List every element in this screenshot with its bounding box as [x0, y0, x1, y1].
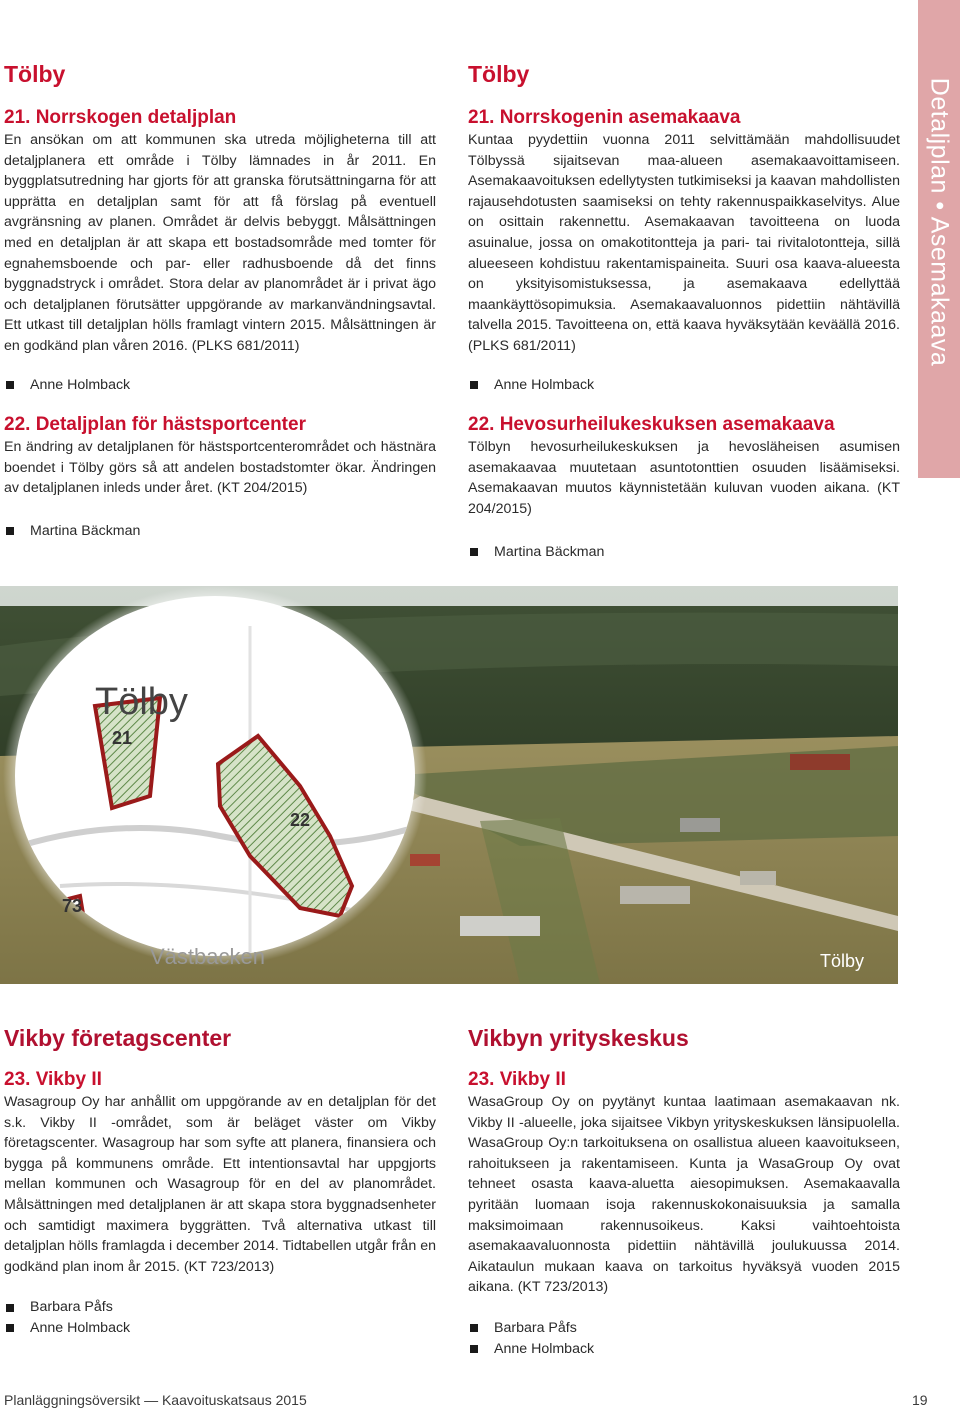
- left-column-lower: [4, 1024, 436, 1339]
- left-column: [4, 60, 436, 542]
- right-column-lower: [468, 1024, 900, 1359]
- bullet-icon: [6, 527, 14, 535]
- bullet-icon: [470, 548, 478, 556]
- bullet-icon: [6, 381, 14, 389]
- bullet-icon: [470, 381, 478, 389]
- contact-name: Martina Bäckman: [30, 522, 141, 539]
- right-column: [468, 60, 900, 562]
- item-23-text: Wasagroup Oy har anhållit om uppgörande av en detaljplan för det s.k. Vikby II -området, som är beläget väster om Vikby företagscenter. Wasagroup har som syfte att planera, finansiera och bygga på kommunens område. Ett intentionsavtal har uppgjorts mellan kommunen och Wasagroup för en del av planområdet. Målsättningen med detaljplanen är att skapa stora byggnadsenheter och samtidigt maximera byggrätten. Två alternativa utkast till detaljplan hölls framlagda i december 2014. Tidtabellen utgår från en godkänd plan inom år 2015. (KT 723/2013): [4, 1094, 436, 1275]
- side-tab-label: Detaljplan • Asemakaava: [925, 77, 954, 367]
- map-label-73: 73: [62, 896, 83, 916]
- map-label-22: 22: [290, 810, 311, 830]
- item-21-text: En ansökan om att kommunen ska utreda möjligheterna till att detaljplanera ett område i Tölby lämnades in år 2011. En byggplatsutredning har gjorts för att granska förutsättningarna för att upprätta en detaljplan samt för att få förslag på eventuell avgränsning av planen. Området är delvis bebyggt. Målsättningen med en detaljplan är att skapa ett bostadsområde med tomter för egnahemsboende och par- eller radhusboende då det finns byggnadstryck i området. Stora delar av planområdet är i privat ägo och detaljplanen förutsätter uppgörande av markanvändningsavtal. Ett utkast till detaljplan hölls framlagt vintern 2015. Målsättningen är en godkänd plan våren 2016. (PLKS 681/2011): [4, 132, 436, 354]
- contact-person: [468, 1339, 900, 1360]
- item-22-title: 22. Hevosurheilukeskuksen asemakaava: [468, 414, 835, 436]
- map-place-label: Västbacken: [150, 944, 265, 969]
- photo-caption: Tölby: [820, 951, 865, 971]
- contact-person: [468, 375, 900, 396]
- contact-person: [4, 521, 436, 542]
- section-heading: Tölby: [4, 61, 66, 87]
- section-heading: Vikbyn yrityskeskus: [468, 1025, 689, 1051]
- contact-person: [468, 542, 900, 563]
- contact-name: Anne Holmback: [494, 1340, 595, 1357]
- contact-person: [4, 375, 436, 396]
- contact-person: [468, 1318, 900, 1339]
- contact-person: [4, 1318, 436, 1339]
- contact-name: Barbara Påfs: [494, 1319, 577, 1336]
- aerial-photo-illustration: [0, 586, 898, 984]
- contact-person: [4, 1297, 436, 1318]
- item-23-text: WasaGroup Oy on pyytänyt kuntaa laatimaan asemakaavan nk. Vikby II -alueelle, joka sijaitsee Vikbyn yrityskeskuksen länsipuolella. WasaGroup Oy:n tarkoituksena on osallistua alueen kaavoitukseen, rahoitukseen ja rakentamiseen. Kunta ja WasaGroup Oy ovat tehneet osasta kaava-aluetta aiesopimuksen. Asemakaavalla pyritään luomaan isoja rakennuskokonaisuuksia ja samalla maksimoimaan rakennusoikeus. Kaksi vaihtoehtoista asemakaavaluonnosta pidettiin nähtävillä joulukuussa 2014. Aikataulun mukaan kaava on tarkoitus hyväksyä vuoden 2015 aikana. (KT 723/2013): [468, 1094, 900, 1296]
- item-23-title: 23. Vikby II: [468, 1069, 566, 1090]
- item-22-title: 22. Detaljplan för hästsportcenter: [4, 414, 306, 436]
- item-21-title: 21. Norrskogenin asemakaava: [468, 107, 741, 128]
- bullet-icon: [470, 1345, 478, 1353]
- item-22-text: Tölbyn hevosurheilukeskuksen ja hevosläheisen asumisen asemakaavaa muutetaan asuntotonttien osuuden lisäämiseksi. Asemakaavan muutos käynnistetään kuluvan vuoden aikana. (KT 204/2015): [468, 439, 900, 517]
- bullet-icon: [470, 1324, 478, 1332]
- section-heading: Vikby företagscenter: [4, 1025, 232, 1051]
- item-21-title: 21. Norrskogen detaljplan: [4, 107, 237, 128]
- item-21-text: Kuntaa pyydettiin vuonna 2011 selvittämään mahdollisuudet Tölbyssä sijaitsevan maa-alueen asemakaavoittamiseen. Asemakaavoituksen edellytysten tutkimiseksi ja kaavan mahdollisten rajausehdotusten saamiseksi on tehty rakennuspaikkaselvitys. Alue on osittain rakennettu. Asemakaavan tavoitteena on luoda asuinalue, jossa on omakotitontteja ja pari- tai rivitalotontteja, sillä alueeseen kohdistuu rakentamispaineita. Suuri osa kaava-alueesta on yksityisomistuksessa, ja asemakaava edellyttää maankäyttösopimuksia. Asemakaavaluonnos pidettiin nähtävillä talvella 2015. Tavoitteena on, että kaava hyväksytään keväällä 2016. (PLKS 681/2011): [468, 132, 900, 354]
- map-label-21: 21: [112, 728, 133, 748]
- bullet-icon: [6, 1324, 14, 1332]
- map-title: Tölby: [95, 681, 188, 723]
- footer-text: Planläggningsöversikt — Kaavoituskatsaus 2015: [4, 1392, 307, 1408]
- section-heading: Tölby: [468, 61, 530, 87]
- contact-name: Barbara Påfs: [30, 1299, 113, 1316]
- contact-name: Anne Holmback: [494, 376, 595, 393]
- contact-name: Anne Holmback: [30, 376, 131, 393]
- item-23-title: 23. Vikby II: [4, 1069, 102, 1090]
- contact-name: Martina Bäckman: [494, 543, 605, 560]
- page-number: 19: [912, 1392, 928, 1408]
- bullet-icon: [6, 1304, 14, 1312]
- aerial-photo: [0, 586, 898, 984]
- contact-name: Anne Holmback: [30, 1319, 131, 1336]
- item-22-text: En ändring av detaljplanen för hästsportcenterområdet och hästnära boendet i Tölby görs så att andelen bostadstomter ökar. Ändringen av detaljplanen inleds under året. (KT 204/2015): [4, 439, 436, 497]
